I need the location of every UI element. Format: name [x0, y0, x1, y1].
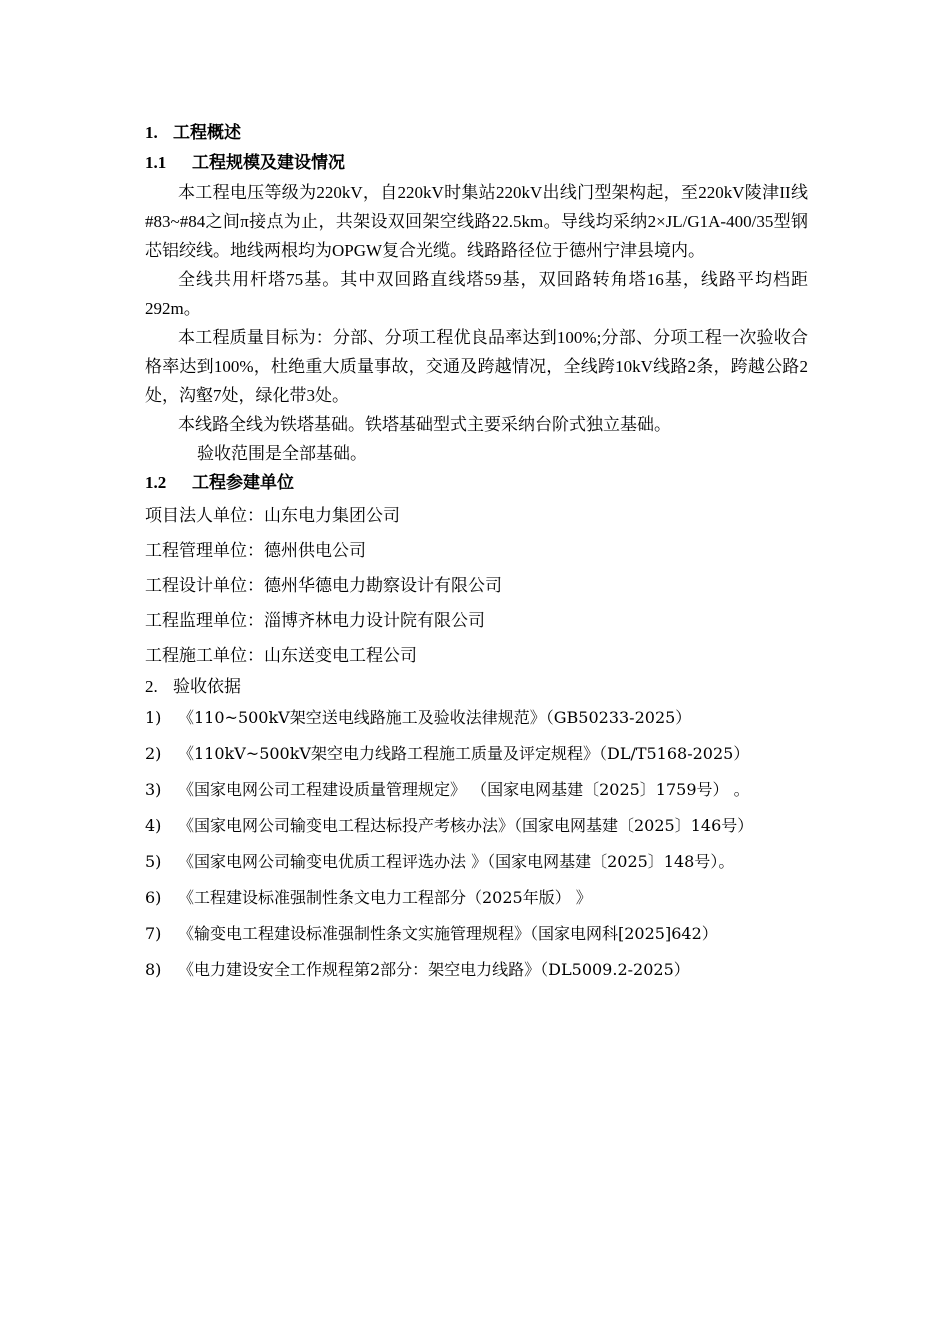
list-item	[145, 808, 808, 844]
list-item-number: 8)	[145, 960, 162, 979]
section-1-title: 工程概述	[173, 123, 241, 142]
paragraph-foundation: 本线路全线为铁塔基础。铁塔基础型式主要采纳台阶式独立基础。	[178, 415, 671, 434]
list-item-text: 《电力建设安全工作规程第2部分：架空电力线路》（DL5009.2-2025）	[178, 960, 690, 979]
list-item-text: 《工程建设标准强制性条文电力工程部分（2025年版） 》	[178, 888, 592, 907]
section-1-2-title: 工程参建单位	[192, 473, 294, 492]
paragraph-scale: 本工程电压等级为220kV，自220kV时集站220kV出线门型架构起，至220kV陵津II线#83~#84之间π接点为止，共架设双回架空线路22.5km。导线均采纳2×JL/G1A-400/35型钢芯铝绞线。地线两根均为OPGW复合光缆。线路路径位于德州宁津县境内。	[145, 183, 808, 260]
list-item-text: 《110kV~500kV架空电力线路工程施工质量及评定规程》（DL/T5168-2025）	[178, 744, 750, 763]
list-item	[145, 844, 808, 880]
unit-management: 工程管理单位：德州供电公司	[145, 541, 366, 560]
unit-construction: 工程施工单位：山东送变电工程公司	[145, 646, 417, 665]
section-1-heading	[145, 118, 808, 148]
list-item-number: 3)	[145, 780, 162, 799]
section-1-1-title: 工程规模及建设情况	[192, 153, 345, 172]
list-item	[145, 952, 808, 988]
paragraph-towers: 全线共用杆塔75基。其中双回路直线塔59基，双回路转角塔16基，线路平均档距292m。	[145, 270, 808, 318]
section-2-title: 验收依据	[173, 677, 241, 696]
list-item-number: 1)	[145, 708, 162, 727]
unit-owner: 项目法人单位：山东电力集团公司	[145, 506, 400, 525]
unit-design: 工程设计单位：德州华德电力勘察设计有限公司	[145, 576, 502, 595]
paragraph-quality-target: 本工程质量目标为：分部、分项工程优良品率达到100%;分部、分项工程一次验收合格率达到100%，杜绝重大质量事故，交通及跨越情况，全线跨10kV线路2条，跨越公路2处，沟壑7处，绿化带3处。	[145, 328, 808, 405]
list-item-number: 4)	[145, 816, 162, 835]
paragraph-acceptance-scope: 验收范围是全部基础。	[197, 444, 367, 463]
unit-supervision: 工程监理单位：淄博齐林电力设计院有限公司	[145, 611, 485, 630]
list-item	[145, 700, 808, 736]
list-item	[145, 880, 808, 916]
list-item-text: 《国家电网公司输变电工程达标投产考核办法》（国家电网基建〔2025〕146号）	[178, 816, 754, 835]
section-2-number: 2.	[145, 677, 158, 696]
list-item	[145, 916, 808, 952]
section-1-1-heading	[145, 148, 808, 178]
list-item-number: 2)	[145, 744, 162, 763]
list-item-text: 《国家电网公司输变电优质工程评选办法 》（国家电网基建〔2025〕148号）。	[178, 852, 735, 871]
list-item-text: 《国家电网公司工程建设质量管理规定》 （国家电网基建〔2025〕1759号） 。	[178, 780, 750, 799]
list-item	[145, 736, 808, 772]
section-1-1-number: 1.1	[145, 153, 167, 172]
document-body	[145, 118, 808, 988]
section-1-2-heading	[145, 468, 808, 498]
list-item	[145, 772, 808, 808]
list-item-number: 7)	[145, 924, 162, 943]
list-item-number: 6)	[145, 888, 162, 907]
reference-list	[145, 700, 808, 988]
list-item-text: 《输变电工程建设标准强制性条文实施管理规程》（国家电网科[2025]642）	[178, 924, 718, 943]
section-2-heading	[145, 673, 808, 700]
list-item-text: 《110~500kV架空送电线路施工及验收法律规范》（GB50233-2025）	[178, 708, 692, 727]
list-item-number: 5)	[145, 852, 162, 871]
section-1-number: 1.	[145, 123, 158, 142]
section-1-2-number: 1.2	[145, 473, 167, 492]
